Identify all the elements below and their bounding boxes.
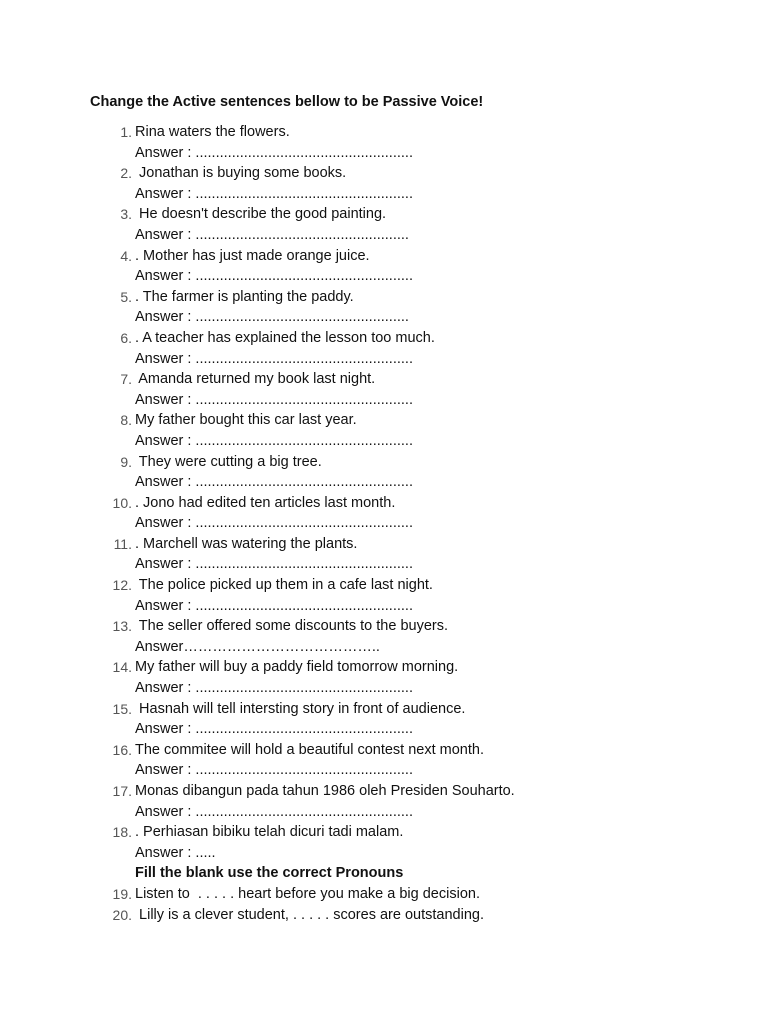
answer-text: Answer : ..... xyxy=(135,844,216,861)
question-text: The commitee will hold a beautiful contest next month. xyxy=(135,741,484,758)
answer-text: Answer : ...................................................... xyxy=(135,597,413,614)
answer-text: Answer : ...................................................... xyxy=(135,556,413,573)
item-number: 7. xyxy=(120,371,132,388)
answer-line xyxy=(0,266,768,287)
list-item xyxy=(0,657,768,678)
item-number: 12. xyxy=(112,577,132,594)
answer-text: Answer : ...................................................... xyxy=(135,144,413,161)
question-text: The police picked up them in a cafe last night. xyxy=(135,577,433,594)
answer-text: Answer : ..................................................... xyxy=(135,309,409,326)
answer-text: Answer : ...................................................... xyxy=(135,762,413,779)
item-number: 2. xyxy=(120,165,132,182)
answer-text: Answer : ...................................................... xyxy=(135,680,413,697)
question-text: Hasnah will tell intersting story in front of audience. xyxy=(135,700,466,717)
question-text: He doesn't describe the good painting. xyxy=(135,206,387,223)
answer-text: Answer : ...................................................... xyxy=(135,432,413,449)
question-text: . Marchell was watering the plants. xyxy=(135,535,358,552)
item-number: 13. xyxy=(112,618,132,635)
question-text: . Mother has just made orange juice. xyxy=(135,247,370,264)
list-item xyxy=(0,163,768,184)
item-number: 18. xyxy=(112,824,132,841)
question-text: Monas dibangun pada tahun 1986 oleh Presiden Souharto. xyxy=(135,783,515,799)
answer-line xyxy=(0,349,768,370)
list-item xyxy=(0,287,768,308)
list-item xyxy=(0,204,768,225)
list-item xyxy=(0,410,768,431)
answer-line xyxy=(0,143,768,164)
list-item xyxy=(0,699,768,720)
list-item xyxy=(0,575,768,596)
question-text: Jonathan is buying some books. xyxy=(135,165,347,182)
list-item xyxy=(0,740,768,761)
answer-text: Answer : ...................................................... xyxy=(135,515,413,532)
list-item xyxy=(0,534,768,555)
question-text: Lilly is a clever student, . . . . . scores are outstanding. xyxy=(135,906,484,923)
answer-line xyxy=(0,596,768,617)
question-text: Rina waters the flowers. xyxy=(135,124,290,140)
question-text: My father will buy a paddy field tomorrow morning. xyxy=(135,659,459,676)
question-text: Amanda returned my book last night. xyxy=(135,371,376,388)
answer-line xyxy=(0,637,768,658)
item-number: 6. xyxy=(120,329,132,346)
item-number: 19. xyxy=(112,885,132,902)
question-text: They were cutting a big tree. xyxy=(135,453,322,470)
answer-line xyxy=(0,472,768,493)
answer-line xyxy=(0,431,768,452)
item-number: 4. xyxy=(120,247,132,264)
answer-line xyxy=(0,225,768,246)
item-number: 20. xyxy=(112,906,132,923)
answer-line xyxy=(0,678,768,699)
answer-text: Answer : ...................................................... xyxy=(135,268,413,285)
question-text: My father bought this car last year. xyxy=(135,412,357,429)
list-item xyxy=(0,246,768,267)
answer-line xyxy=(0,843,768,864)
list-item xyxy=(0,781,768,802)
answer-text: Answer : ...................................................... xyxy=(135,721,413,738)
answer-line xyxy=(0,760,768,781)
answer-line xyxy=(0,390,768,411)
answer-text: Answer………………………………….. xyxy=(135,638,380,655)
section-title-pronouns: Fill the blank use the correct Pronouns xyxy=(135,865,404,882)
item-number: 14. xyxy=(112,659,132,676)
answer-line xyxy=(0,719,768,740)
answer-line xyxy=(0,513,768,534)
page-title: Change the Active sentences bellow to be Passive Voice! xyxy=(90,94,484,110)
item-number: 16. xyxy=(112,741,132,758)
question-text: . A teacher has explained the lesson too much. xyxy=(135,329,435,346)
item-number: 5. xyxy=(120,288,132,305)
list-item xyxy=(0,122,768,143)
list-item xyxy=(0,328,768,349)
item-number: 15. xyxy=(112,700,132,717)
answer-line xyxy=(0,802,768,823)
question-text: The seller offered some discounts to the buyers. xyxy=(135,618,448,635)
list-item xyxy=(0,452,768,473)
answer-text: Answer : ...................................................... xyxy=(135,185,413,202)
list-item xyxy=(0,493,768,514)
question-list xyxy=(0,122,768,925)
answer-text: Answer : ...................................................... xyxy=(135,803,413,820)
item-number: 10. xyxy=(112,494,132,511)
question-text: . The farmer is planting the paddy. xyxy=(135,288,354,305)
answer-line xyxy=(0,554,768,575)
list-item xyxy=(0,884,768,905)
question-text: Listen to . . . . . heart before you make a big decision. xyxy=(135,885,480,902)
answer-text: Answer : ...................................................... xyxy=(135,391,413,408)
item-number: 17. xyxy=(112,783,132,799)
answer-text: Answer : ...................................................... xyxy=(135,474,413,491)
question-text: . Jono had edited ten articles last month. xyxy=(135,494,396,511)
answer-line xyxy=(0,184,768,205)
list-item xyxy=(0,822,768,843)
question-text: . Perhiasan bibiku telah dicuri tadi malam. xyxy=(135,824,404,841)
list-item xyxy=(0,905,768,926)
item-number: 9. xyxy=(120,453,132,470)
item-number: 1. xyxy=(120,124,132,140)
answer-text: Answer : ...................................................... xyxy=(135,350,413,367)
answer-line xyxy=(0,307,768,328)
list-item xyxy=(0,369,768,390)
section-heading-row xyxy=(0,863,768,884)
item-number: 8. xyxy=(120,412,132,429)
item-number: 3. xyxy=(120,206,132,223)
item-number: 11. xyxy=(113,535,132,552)
answer-text: Answer : ..................................................... xyxy=(135,226,409,243)
list-item xyxy=(0,616,768,637)
